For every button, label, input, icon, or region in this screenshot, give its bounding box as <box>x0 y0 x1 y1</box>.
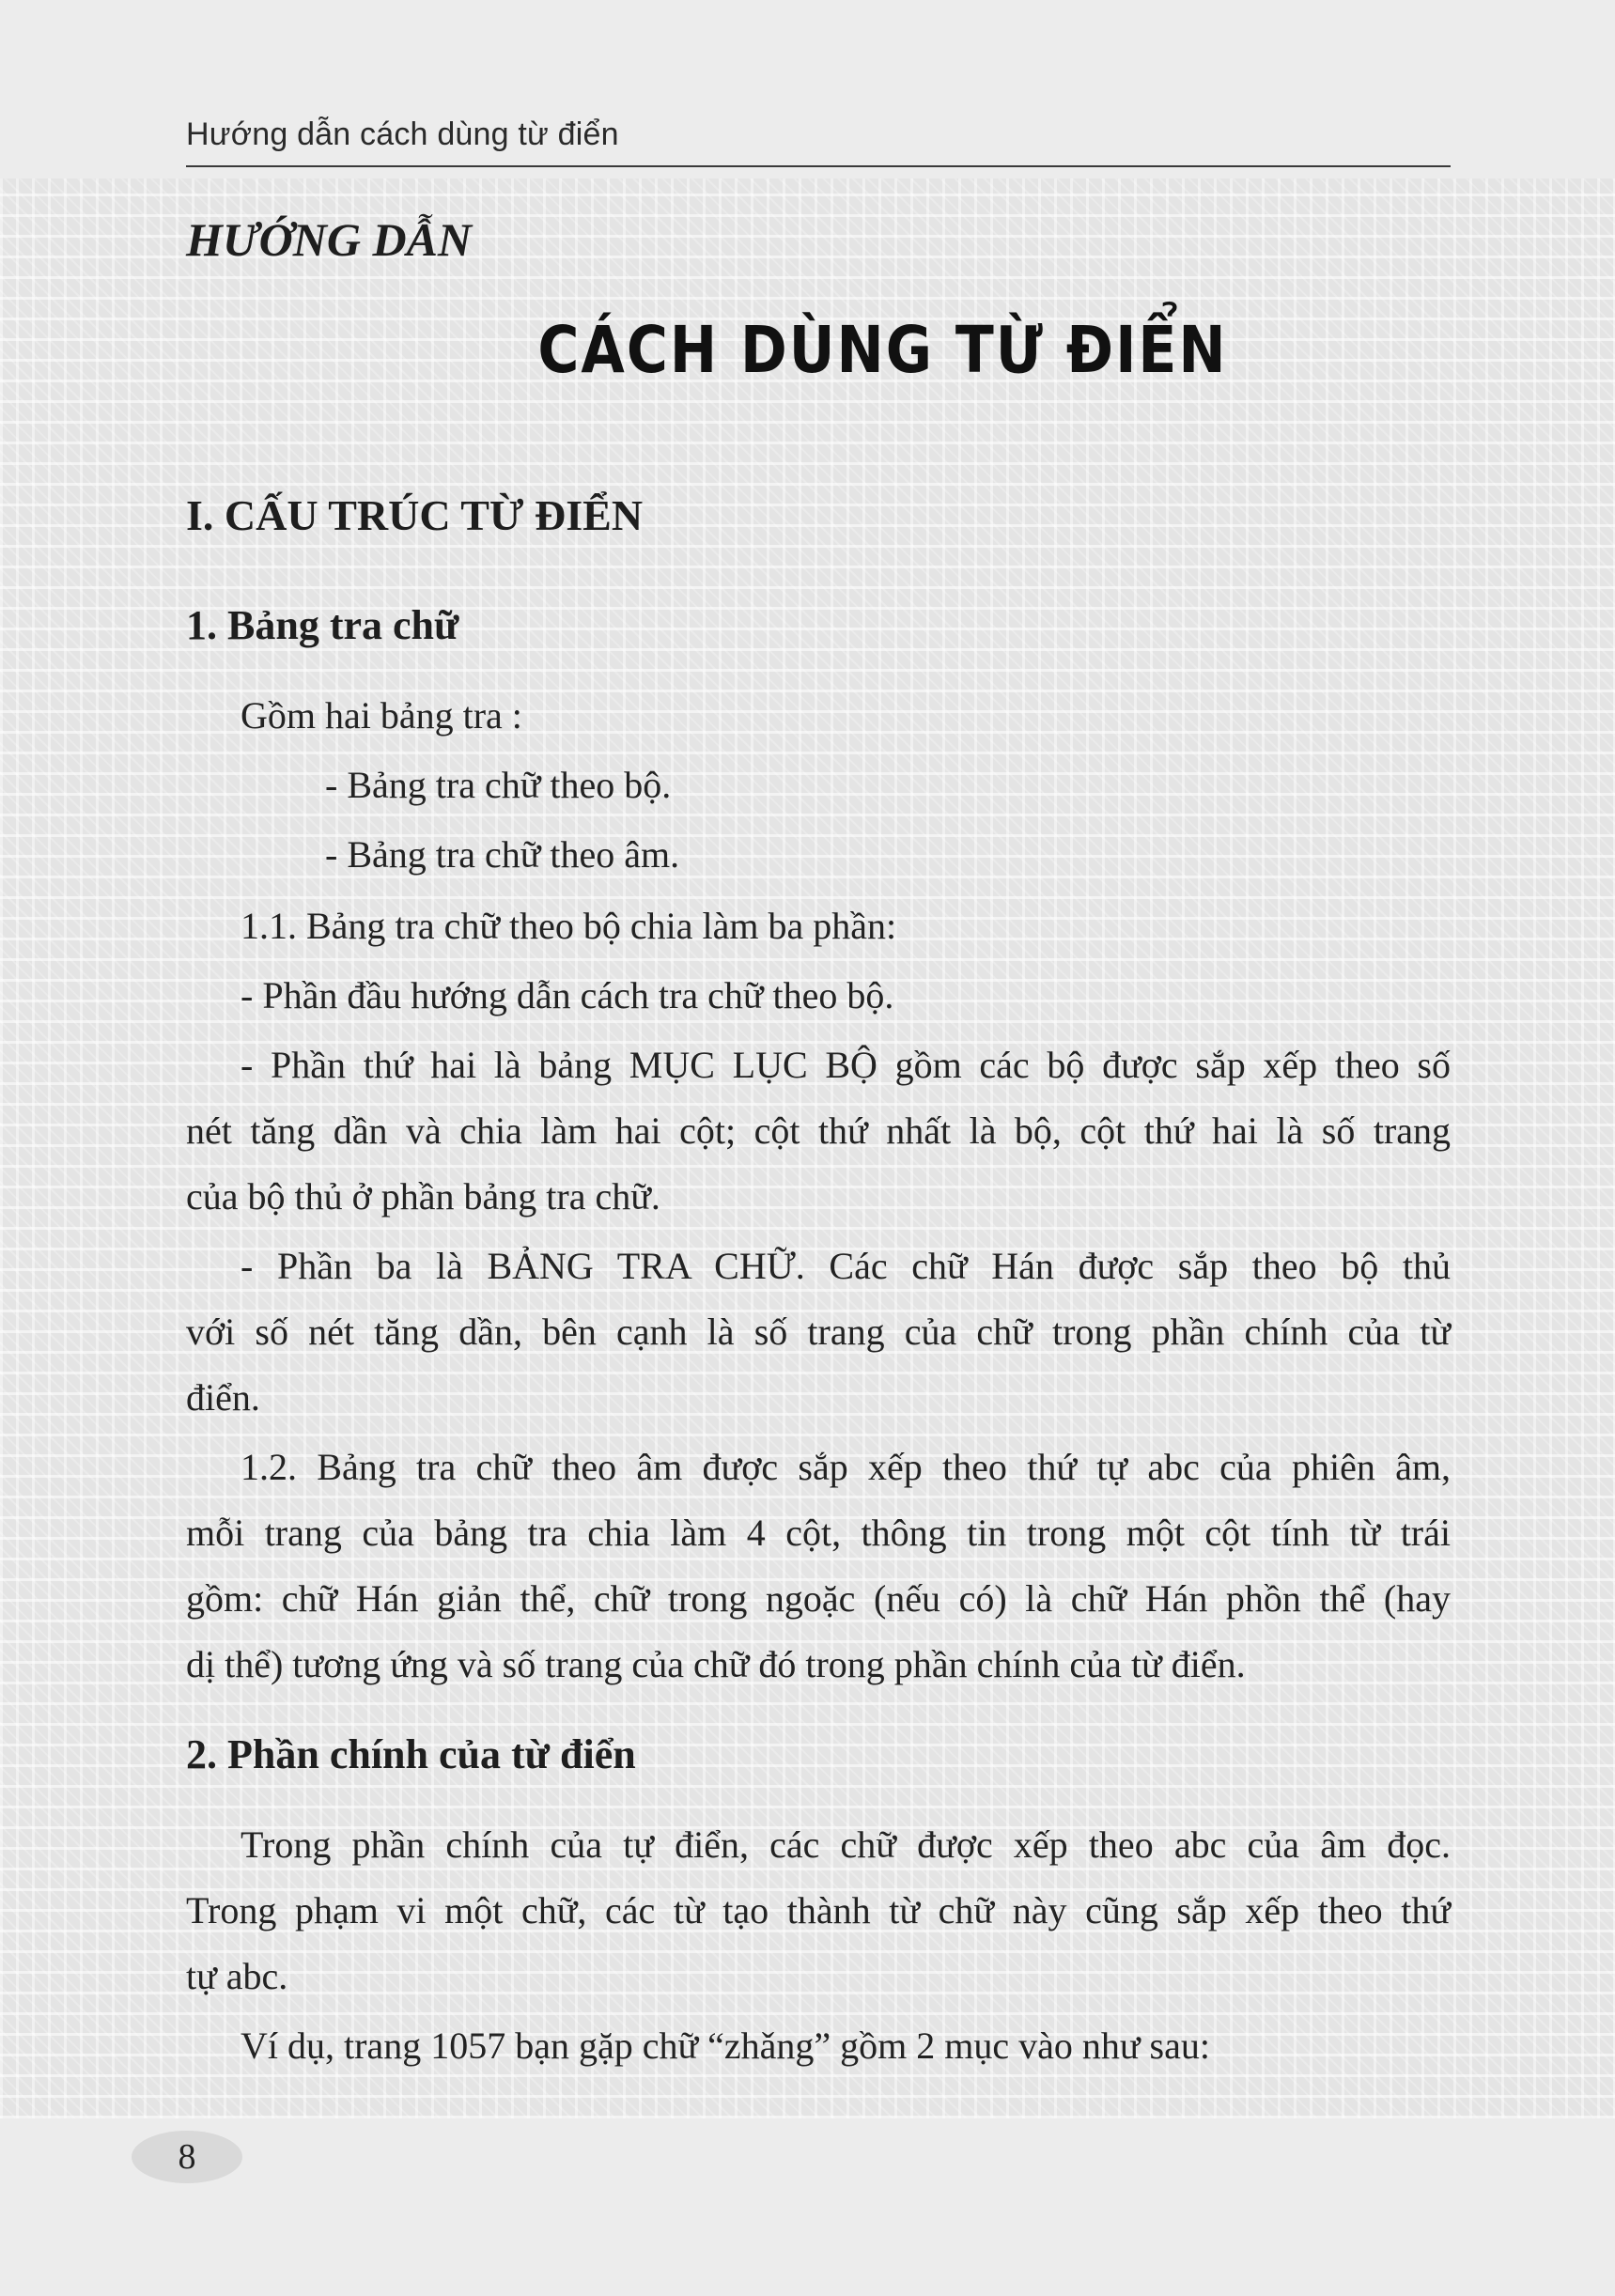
section-heading: I. CẤU TRÚC TỪ ĐIỂN <box>186 491 644 539</box>
paragraph-1-2-line-3: gồm: chữ Hán giản thể, chữ trong ngoặc (nếu có) là chữ Hán phồn thể (hay <box>186 1577 1451 1620</box>
bullet-item: - Bảng tra chữ theo bộ. <box>325 764 672 806</box>
running-header: Hướng dẫn cách dùng từ điển <box>186 116 619 152</box>
subsection-heading-2: 2. Phần chính của từ điển <box>186 1731 636 1777</box>
part-2-line-1: - Phần thứ hai là bảng MỤC LỤC BỘ gồm các bộ được sắp xếp theo số <box>241 1044 1451 1086</box>
bullet-item: - Bảng tra chữ theo âm. <box>325 833 680 876</box>
main-part-line-3: tự abc. <box>186 1955 288 1997</box>
page-title: CÁCH DÙNG TỪ ĐIỂN <box>537 312 1228 389</box>
kicker-heading: HƯỚNG DẪN <box>186 213 473 266</box>
paragraph-1-2-line-1: 1.2. Bảng tra chữ theo âm được sắp xếp theo thứ tự abc của phiên âm, <box>241 1446 1451 1488</box>
part-2-line-3: của bộ thủ ở phần bảng tra chữ. <box>186 1175 660 1218</box>
part-2-line-2: nét tăng dần và chia làm hai cột; cột thứ nhất là bộ, cột thứ hai là số trang <box>186 1109 1451 1152</box>
part-1-text: - Phần đầu hướng dẫn cách tra chữ theo bộ. <box>241 974 894 1016</box>
paragraph-1-2-line-4: dị thể) tương ứng và số trang của chữ đó trong phần chính của từ điển. <box>186 1643 1246 1685</box>
part-3-line-3: điển. <box>186 1376 260 1419</box>
example-text: Ví dụ, trang 1057 bạn gặp chữ “zhǎng” gồm 2 mục vào như sau: <box>241 2025 1210 2067</box>
paragraph-1-2-line-2: mỗi trang của bảng tra chia làm 4 cột, thông tin trong một cột tính từ trái <box>186 1512 1451 1554</box>
header-rule <box>186 165 1451 167</box>
main-part-line-2: Trong phạm vi một chữ, các từ tạo thành từ chữ này cũng sắp xếp theo thứ <box>186 1889 1451 1931</box>
page-footer-band <box>0 2118 1615 2296</box>
part-3-line-1: - Phần ba là BẢNG TRA CHỮ. Các chữ Hán được sắp theo bộ thủ <box>241 1245 1451 1287</box>
subsection-heading-1: 1. Bảng tra chữ <box>186 602 459 648</box>
page-number: 8 <box>132 2131 242 2183</box>
intro-text: Gồm hai bảng tra : <box>241 694 522 737</box>
main-part-line-1: Trong phần chính của tự điển, các chữ được xếp theo abc của âm đọc. <box>241 1823 1451 1866</box>
paragraph-1-1: 1.1. Bảng tra chữ theo bộ chia làm ba phần: <box>241 905 897 947</box>
part-3-line-2: với số nét tăng dần, bên cạnh là số trang của chữ trong phần chính của từ <box>186 1311 1451 1353</box>
